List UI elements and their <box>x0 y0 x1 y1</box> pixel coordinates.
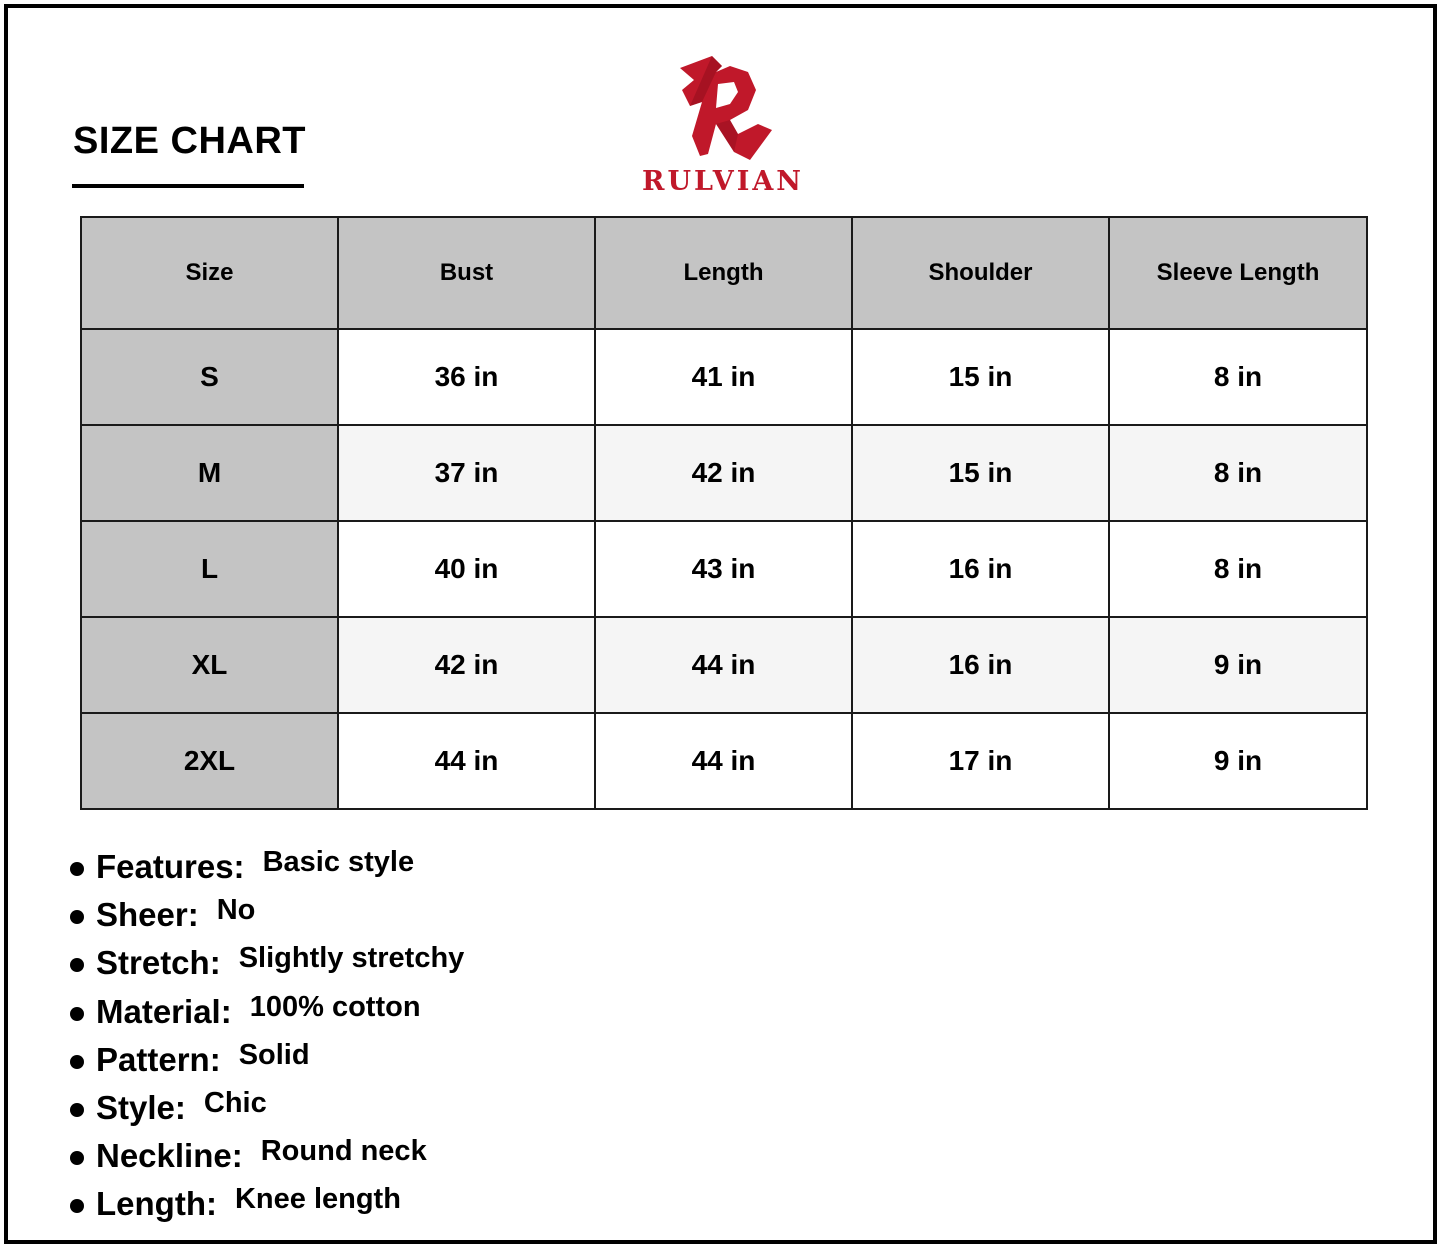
feature-label: Material: <box>96 992 232 1030</box>
size-cell: 2XL <box>81 713 338 809</box>
table-header-row <box>81 217 1367 329</box>
table-row <box>81 713 1367 809</box>
bullet-icon <box>70 1055 84 1069</box>
bullet-icon <box>70 1103 84 1117</box>
feature-value: No <box>216 894 256 927</box>
list-item <box>70 1185 464 1233</box>
bullet-icon <box>70 1199 84 1213</box>
bust-cell: 37 in <box>338 425 595 521</box>
shoulder-cell: 16 in <box>852 617 1109 713</box>
column-header-shoulder: Shoulder <box>852 217 1109 329</box>
bust-cell: 42 in <box>338 617 595 713</box>
list-item <box>70 848 464 896</box>
list-item <box>70 1137 464 1185</box>
bullet-icon <box>70 1007 84 1021</box>
feature-label: Neckline: <box>96 1137 243 1175</box>
feature-label: Style: <box>96 1088 186 1126</box>
list-item <box>70 896 464 944</box>
column-header-bust: Bust <box>338 217 595 329</box>
column-header-length: Length <box>595 217 852 329</box>
size-cell: S <box>81 329 338 425</box>
bullet-icon <box>70 1151 84 1165</box>
table-row <box>81 425 1367 521</box>
page-title: SIZE CHART <box>73 120 306 162</box>
feature-label: Sheer: <box>96 896 199 934</box>
title-underline <box>72 184 304 188</box>
list-item <box>70 944 464 992</box>
feature-label: Pattern: <box>96 1040 221 1078</box>
sleeve-cell: 8 in <box>1109 521 1367 617</box>
list-item <box>70 1086 464 1137</box>
sleeve-cell: 9 in <box>1109 713 1367 809</box>
length-cell: 44 in <box>595 713 852 809</box>
feature-value: Basic style <box>262 846 415 878</box>
sleeve-cell: 8 in <box>1109 329 1367 425</box>
column-header-size: Size <box>81 217 338 329</box>
bust-cell: 40 in <box>338 521 595 617</box>
feature-label: Stretch: <box>96 944 221 982</box>
feature-label: Length: <box>96 1185 217 1223</box>
table-row <box>81 521 1367 617</box>
feature-list <box>70 848 464 1234</box>
brand-name: RULVIAN <box>642 166 804 197</box>
shoulder-cell: 15 in <box>852 329 1109 425</box>
rulvian-r-logo-icon <box>672 50 776 164</box>
bust-cell: 44 in <box>338 713 595 809</box>
size-cell: M <box>81 425 338 521</box>
feature-label: Features: <box>96 848 245 885</box>
length-cell: 44 in <box>595 617 852 713</box>
bullet-icon <box>70 958 84 972</box>
table-row <box>81 617 1367 713</box>
bust-cell: 36 in <box>338 329 595 425</box>
feature-value: Solid <box>238 1038 310 1071</box>
sleeve-cell: 9 in <box>1109 617 1367 713</box>
length-cell: 42 in <box>595 425 852 521</box>
list-item <box>70 1038 464 1089</box>
length-cell: 43 in <box>595 521 852 617</box>
size-cell: XL <box>81 617 338 713</box>
length-cell: 41 in <box>595 329 852 425</box>
feature-value: Round neck <box>260 1135 427 1168</box>
table-row <box>81 329 1367 425</box>
feature-value: Chic <box>203 1086 267 1119</box>
column-header-sleeve-length: Sleeve Length <box>1109 217 1367 329</box>
feature-value: 100% cotton <box>249 990 421 1023</box>
bullet-icon <box>70 862 84 876</box>
shoulder-cell: 15 in <box>852 425 1109 521</box>
bullet-icon <box>70 910 84 924</box>
shoulder-cell: 16 in <box>852 521 1109 617</box>
feature-value: Knee length <box>234 1183 401 1216</box>
feature-value: Slightly stretchy <box>238 942 465 975</box>
sleeve-cell: 8 in <box>1109 425 1367 521</box>
size-table <box>80 216 1368 810</box>
list-item <box>70 990 464 1041</box>
size-cell: L <box>81 521 338 617</box>
shoulder-cell: 17 in <box>852 713 1109 809</box>
